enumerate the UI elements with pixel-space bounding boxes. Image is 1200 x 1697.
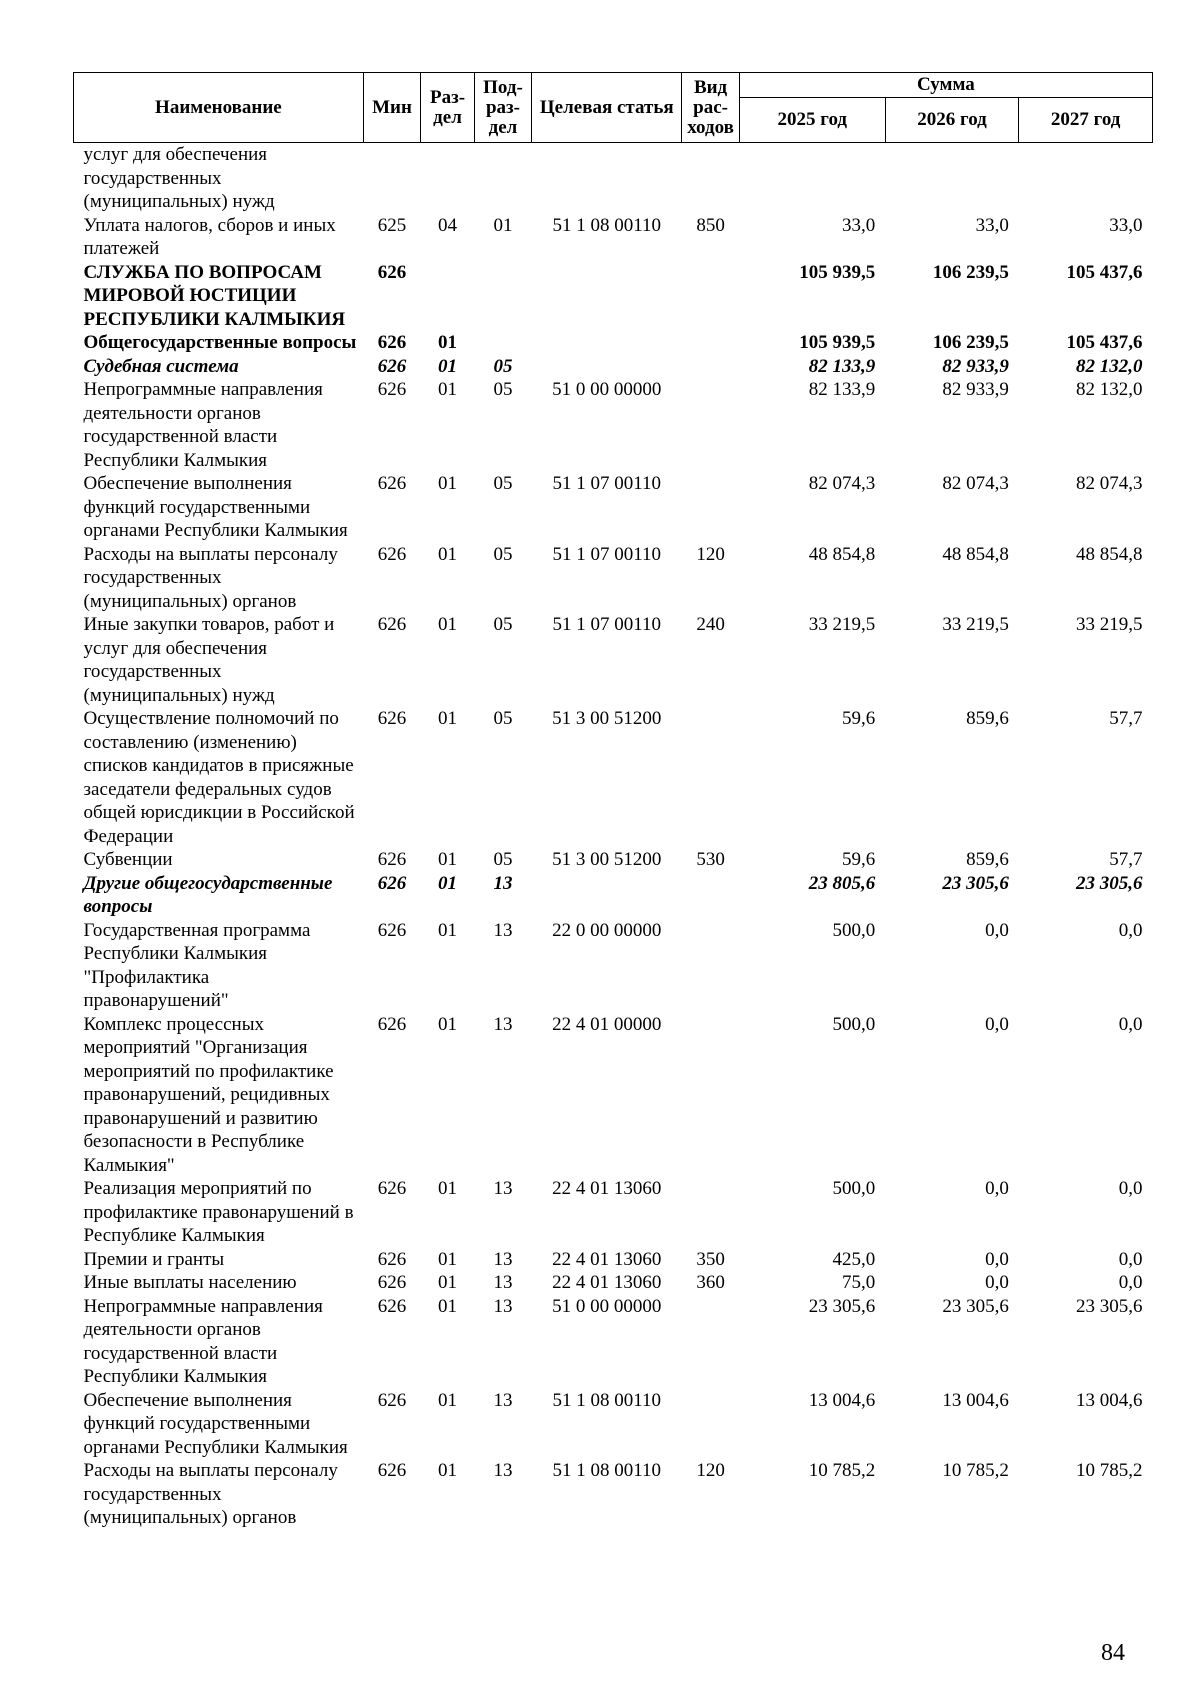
row-name-cell: Иные выплаты населению bbox=[83, 1272, 297, 1293]
row-2026-cell: 106 239,5 bbox=[932, 261, 1009, 283]
row-2025-cell: 500,0 bbox=[832, 919, 876, 941]
row-name-cell: Премии и гранты bbox=[83, 1248, 225, 1270]
row-vid-cell bbox=[682, 1013, 740, 1178]
row-podrazdel-cell: 01 bbox=[493, 214, 513, 236]
row-min-cell: 626 bbox=[377, 614, 407, 635]
row-vid-cell: 350 bbox=[696, 1248, 725, 1270]
row-article-cell: 22 4 01 13060 bbox=[552, 1272, 662, 1293]
row-vid-cell bbox=[682, 261, 740, 332]
row-vid-cell bbox=[682, 1177, 740, 1248]
row-2027-cell: 23 305,6 bbox=[1076, 872, 1143, 894]
row-article-cell: 22 4 01 13060 bbox=[552, 1248, 662, 1270]
row-razdel-cell: 01 bbox=[438, 1389, 458, 1411]
table-row bbox=[74, 355, 1153, 379]
row-2026-cell: 33 219,5 bbox=[942, 614, 1009, 635]
row-vid-cell bbox=[682, 378, 740, 472]
row-podrazdel-cell: 13 bbox=[493, 1178, 513, 1199]
row-2025-cell: 23 805,6 bbox=[808, 872, 876, 894]
row-min-cell: 626 bbox=[377, 332, 407, 353]
row-2025-cell: 105 939,5 bbox=[799, 261, 876, 283]
row-min-cell: 626 bbox=[377, 1272, 407, 1293]
table-row bbox=[74, 1389, 1153, 1460]
row-vid-cell: 240 bbox=[696, 614, 725, 635]
row-min-cell: 626 bbox=[377, 1460, 407, 1481]
row-razdel-cell: 01 bbox=[438, 1272, 458, 1293]
row-article-cell: 51 0 00 00000 bbox=[552, 1295, 662, 1317]
row-2027-cell: 23 305,6 bbox=[1076, 1295, 1143, 1317]
row-2025-cell bbox=[739, 143, 885, 214]
row-2026-cell bbox=[885, 143, 1019, 214]
table-row bbox=[74, 707, 1153, 848]
row-2026-cell: 0,0 bbox=[985, 1272, 1009, 1293]
row-article-cell: 51 1 07 00110 bbox=[552, 614, 662, 635]
row-2027-cell: 13 004,6 bbox=[1076, 1389, 1143, 1411]
row-vid-cell bbox=[682, 872, 740, 919]
row-podrazdel-cell bbox=[474, 331, 532, 355]
col-header-article: Целевая статья bbox=[532, 73, 682, 143]
row-article-cell: 51 1 08 00110 bbox=[552, 1460, 662, 1481]
row-vid-cell: 120 bbox=[696, 1460, 725, 1481]
col-header-podrazdel: Под-раз-дел bbox=[474, 73, 532, 143]
row-podrazdel-cell: 13 bbox=[493, 1295, 513, 1317]
row-min-cell: 626 bbox=[377, 1178, 407, 1199]
table-row bbox=[74, 1248, 1153, 1272]
row-vid-cell bbox=[682, 472, 740, 543]
row-name-cell: услуг для обеспечения государственных (муниципальных) нужд bbox=[83, 144, 275, 212]
row-2026-cell: 82 933,9 bbox=[942, 355, 1009, 377]
row-name-cell: Расходы на выплаты персоналу государственных (муниципальных) органов bbox=[83, 543, 338, 612]
row-vid-cell bbox=[682, 143, 740, 214]
table-row bbox=[74, 919, 1153, 1013]
row-2025-cell: 23 305,6 bbox=[808, 1295, 876, 1317]
row-name-cell: Иные закупки товаров, работ и услуг для обеспечения государственных (муниципальных) нужд bbox=[83, 614, 335, 706]
row-2027-cell: 82 074,3 bbox=[1076, 473, 1143, 494]
row-vid-cell: 530 bbox=[696, 849, 725, 870]
row-name-cell: Реализация мероприятий по профилактике правонарушений в Республике Калмыкия bbox=[83, 1178, 354, 1246]
col-header-2025: 2025 год bbox=[739, 98, 885, 143]
table-row bbox=[74, 1459, 1153, 1530]
row-2027-cell: 0,0 bbox=[1118, 1178, 1143, 1199]
row-razdel-cell: 01 bbox=[438, 1248, 458, 1270]
row-2026-cell: 0,0 bbox=[985, 1013, 1009, 1035]
row-2026-cell: 859,6 bbox=[966, 708, 1009, 729]
row-min-cell: 626 bbox=[377, 1295, 407, 1317]
row-razdel-cell: 01 bbox=[438, 1178, 458, 1199]
table-header bbox=[74, 73, 1153, 143]
table-row bbox=[74, 1013, 1153, 1178]
row-name-cell: Другие общегосударственные вопросы bbox=[83, 872, 333, 917]
row-podrazdel-cell: 05 bbox=[493, 708, 513, 729]
row-min-cell: 626 bbox=[377, 473, 407, 494]
col-header-razdel: Раз-дел bbox=[421, 73, 474, 143]
row-min-cell: 626 bbox=[377, 1013, 407, 1035]
row-2027-cell: 82 132,0 bbox=[1076, 355, 1143, 377]
table-row bbox=[74, 1271, 1153, 1295]
row-2027-cell: 0,0 bbox=[1118, 1013, 1143, 1035]
row-name-cell: Уплата налогов, сборов и иных платежей bbox=[83, 214, 336, 259]
row-podrazdel-cell: 05 bbox=[493, 849, 513, 870]
row-razdel-cell: 01 bbox=[438, 849, 458, 870]
row-article-cell: 51 3 00 51200 bbox=[552, 849, 662, 870]
row-min-cell: 626 bbox=[377, 261, 407, 283]
row-2027-cell: 10 785,2 bbox=[1076, 1460, 1143, 1481]
row-article-cell: 22 4 01 00000 bbox=[552, 1013, 662, 1035]
row-article-cell: 51 1 08 00110 bbox=[552, 214, 662, 236]
row-name-cell: Расходы на выплаты персоналу государственных (муниципальных) органов bbox=[83, 1460, 338, 1528]
row-min-cell: 626 bbox=[377, 872, 407, 894]
row-min-cell: 626 bbox=[377, 1389, 407, 1411]
row-min-cell: 626 bbox=[377, 708, 407, 729]
table-row bbox=[74, 848, 1153, 872]
row-vid-cell bbox=[682, 355, 740, 379]
row-podrazdel-cell: 05 bbox=[493, 379, 513, 400]
row-podrazdel-cell: 13 bbox=[493, 1389, 513, 1411]
row-article-cell bbox=[532, 143, 682, 214]
row-razdel-cell: 01 bbox=[438, 614, 458, 635]
row-2026-cell: 23 305,6 bbox=[942, 1295, 1009, 1317]
row-2027-cell bbox=[1019, 143, 1153, 214]
row-name-cell: Непрограммные направления деятельности органов государственной власти Республики Калмыкия bbox=[83, 1295, 323, 1387]
table-row bbox=[74, 613, 1153, 707]
row-article-cell: 22 4 01 13060 bbox=[552, 1178, 662, 1199]
row-2025-cell: 59,6 bbox=[842, 708, 876, 729]
row-name-cell: Осуществление полномочий по составлению (изменению) списков кандидатов в присяжные заседатели федеральных судов общей юрисдикции в Российской Федерации bbox=[83, 708, 355, 847]
row-razdel-cell: 01 bbox=[438, 708, 458, 729]
row-podrazdel-cell: 13 bbox=[493, 1248, 513, 1270]
row-article-cell: 51 1 07 00110 bbox=[552, 473, 662, 494]
row-2025-cell: 82 133,9 bbox=[808, 355, 876, 377]
row-razdel-cell: 01 bbox=[438, 872, 458, 894]
row-min-cell: 626 bbox=[377, 1248, 407, 1270]
row-article-cell bbox=[532, 872, 682, 919]
col-header-vid: Вид рас-ходов bbox=[682, 73, 740, 143]
row-2026-cell: 13 004,6 bbox=[942, 1389, 1009, 1411]
row-podrazdel-cell bbox=[474, 143, 532, 214]
row-2025-cell: 33 219,5 bbox=[808, 614, 876, 635]
row-vid-cell bbox=[682, 707, 740, 848]
row-2026-cell: 23 305,6 bbox=[942, 872, 1009, 894]
table-row bbox=[74, 472, 1153, 543]
row-min-cell bbox=[363, 143, 421, 214]
row-2027-cell: 105 437,6 bbox=[1066, 332, 1143, 353]
row-podrazdel-cell: 13 bbox=[493, 872, 513, 894]
row-razdel-cell bbox=[421, 261, 474, 332]
row-name-cell: СЛУЖБА ПО ВОПРОСАМ МИРОВОЙ ЮСТИЦИИ РЕСПУБЛИКИ КАЛМЫКИЯ bbox=[83, 261, 346, 330]
row-name-cell: Комплекс процессных мероприятий "Организация мероприятий по профилактике правонарушений, рецидивных правонарушений и развитию безопасности в Республике Калмыкия" bbox=[83, 1013, 334, 1176]
row-2025-cell: 48 854,8 bbox=[808, 543, 876, 565]
row-razdel-cell: 04 bbox=[438, 214, 458, 236]
col-header-sum: Сумма bbox=[739, 73, 1152, 98]
row-2027-cell: 57,7 bbox=[1109, 708, 1143, 729]
row-2025-cell: 75,0 bbox=[842, 1272, 876, 1293]
row-vid-cell bbox=[682, 331, 740, 355]
row-article-cell: 22 0 00 00000 bbox=[552, 919, 662, 941]
row-article-cell bbox=[532, 331, 682, 355]
row-2026-cell: 48 854,8 bbox=[942, 543, 1009, 565]
row-razdel-cell bbox=[421, 143, 474, 214]
row-podrazdel-cell: 05 bbox=[493, 355, 513, 377]
table-row bbox=[74, 331, 1153, 355]
row-2026-cell: 106 239,5 bbox=[932, 332, 1009, 353]
row-2025-cell: 500,0 bbox=[832, 1178, 876, 1199]
row-article-cell: 51 1 07 00110 bbox=[552, 543, 662, 565]
row-razdel-cell: 01 bbox=[438, 473, 458, 494]
col-header-2026: 2026 год bbox=[885, 98, 1019, 143]
row-2025-cell: 82 074,3 bbox=[808, 473, 876, 494]
row-razdel-cell: 01 bbox=[438, 1295, 458, 1317]
row-razdel-cell: 01 bbox=[438, 543, 458, 565]
row-article-cell: 51 0 00 00000 bbox=[552, 379, 662, 400]
row-2027-cell: 48 854,8 bbox=[1076, 543, 1143, 565]
row-name-cell: Непрограммные направления деятельности органов государственной власти Республики Калмыкия bbox=[83, 379, 323, 471]
row-razdel-cell: 01 bbox=[438, 919, 458, 941]
row-min-cell: 626 bbox=[377, 849, 407, 870]
row-min-cell: 626 bbox=[377, 543, 407, 565]
row-2027-cell: 33 219,5 bbox=[1076, 614, 1143, 635]
row-name-cell: Субвенции bbox=[83, 849, 173, 870]
col-header-name: Наименование bbox=[74, 73, 364, 143]
row-podrazdel-cell: 13 bbox=[493, 1013, 513, 1035]
row-2025-cell: 500,0 bbox=[832, 1013, 876, 1035]
row-vid-cell bbox=[682, 1389, 740, 1460]
row-razdel-cell: 01 bbox=[438, 1013, 458, 1035]
row-vid-cell: 360 bbox=[696, 1272, 725, 1293]
row-2025-cell: 105 939,5 bbox=[799, 332, 876, 353]
row-name-cell: Судебная система bbox=[83, 355, 239, 377]
table-row bbox=[74, 261, 1153, 332]
row-podrazdel-cell: 13 bbox=[493, 1272, 513, 1293]
row-name-cell: Обеспечение выполнения функций государственными органами Республики Калмыкия bbox=[83, 1389, 348, 1458]
row-2025-cell: 59,6 bbox=[842, 849, 876, 870]
table-row bbox=[74, 214, 1153, 261]
row-vid-cell bbox=[682, 1295, 740, 1389]
row-name-cell: Государственная программа Республики Калмыкия "Профилактика правонарушений" bbox=[83, 919, 311, 1011]
row-2027-cell: 0,0 bbox=[1118, 1248, 1143, 1270]
row-min-cell: 626 bbox=[377, 919, 407, 941]
row-name-cell: Общегосударственные вопросы bbox=[83, 332, 357, 353]
row-2026-cell: 0,0 bbox=[985, 919, 1009, 941]
row-article-cell: 51 1 08 00110 bbox=[552, 1389, 662, 1411]
row-2026-cell: 10 785,2 bbox=[942, 1460, 1009, 1481]
row-podrazdel-cell bbox=[474, 261, 532, 332]
row-2027-cell: 82 132,0 bbox=[1076, 379, 1143, 400]
col-header-2027: 2027 год bbox=[1019, 98, 1153, 143]
table-body bbox=[74, 143, 1153, 1530]
row-min-cell: 625 bbox=[377, 214, 407, 236]
row-2026-cell: 0,0 bbox=[985, 1248, 1009, 1270]
row-2025-cell: 82 133,9 bbox=[808, 379, 876, 400]
budget-table bbox=[73, 72, 1153, 1530]
row-article-cell: 51 3 00 51200 bbox=[552, 708, 662, 729]
row-2026-cell: 0,0 bbox=[985, 1178, 1009, 1199]
row-razdel-cell: 01 bbox=[438, 332, 458, 353]
row-2026-cell: 33,0 bbox=[975, 214, 1009, 236]
row-podrazdel-cell: 05 bbox=[493, 473, 513, 494]
row-2025-cell: 10 785,2 bbox=[808, 1460, 876, 1481]
row-2027-cell: 0,0 bbox=[1118, 1272, 1143, 1293]
row-2026-cell: 859,6 bbox=[966, 849, 1009, 870]
table-row bbox=[74, 872, 1153, 919]
row-min-cell: 626 bbox=[377, 379, 407, 400]
row-2027-cell: 57,7 bbox=[1109, 849, 1143, 870]
row-2025-cell: 425,0 bbox=[832, 1248, 876, 1270]
row-name-cell: Обеспечение выполнения функций государственными органами Республики Калмыкия bbox=[83, 473, 348, 541]
table-row bbox=[74, 1295, 1153, 1389]
row-podrazdel-cell: 05 bbox=[493, 614, 513, 635]
table-row bbox=[74, 143, 1153, 214]
row-2027-cell: 33,0 bbox=[1109, 214, 1143, 236]
row-podrazdel-cell: 05 bbox=[493, 543, 513, 565]
row-vid-cell: 120 bbox=[696, 543, 725, 565]
row-2026-cell: 82 074,3 bbox=[942, 473, 1009, 494]
row-2025-cell: 33,0 bbox=[842, 214, 876, 236]
table-row bbox=[74, 543, 1153, 614]
page-number: 84 bbox=[1101, 1640, 1125, 1666]
row-razdel-cell: 01 bbox=[438, 355, 458, 377]
row-vid-cell bbox=[682, 919, 740, 1013]
table-row bbox=[74, 378, 1153, 472]
row-article-cell bbox=[532, 355, 682, 379]
row-vid-cell: 850 bbox=[696, 214, 725, 236]
table-row bbox=[74, 1177, 1153, 1248]
row-2027-cell: 105 437,6 bbox=[1066, 261, 1143, 283]
row-razdel-cell: 01 bbox=[438, 1460, 458, 1481]
col-header-min: Мин bbox=[363, 73, 421, 143]
row-2025-cell: 13 004,6 bbox=[808, 1389, 876, 1411]
row-podrazdel-cell: 13 bbox=[493, 1460, 513, 1481]
row-2027-cell: 0,0 bbox=[1118, 919, 1143, 941]
row-2026-cell: 82 933,9 bbox=[942, 379, 1009, 400]
row-article-cell bbox=[532, 261, 682, 332]
row-min-cell: 626 bbox=[377, 355, 407, 377]
row-podrazdel-cell: 13 bbox=[493, 919, 513, 941]
row-razdel-cell: 01 bbox=[438, 379, 458, 400]
